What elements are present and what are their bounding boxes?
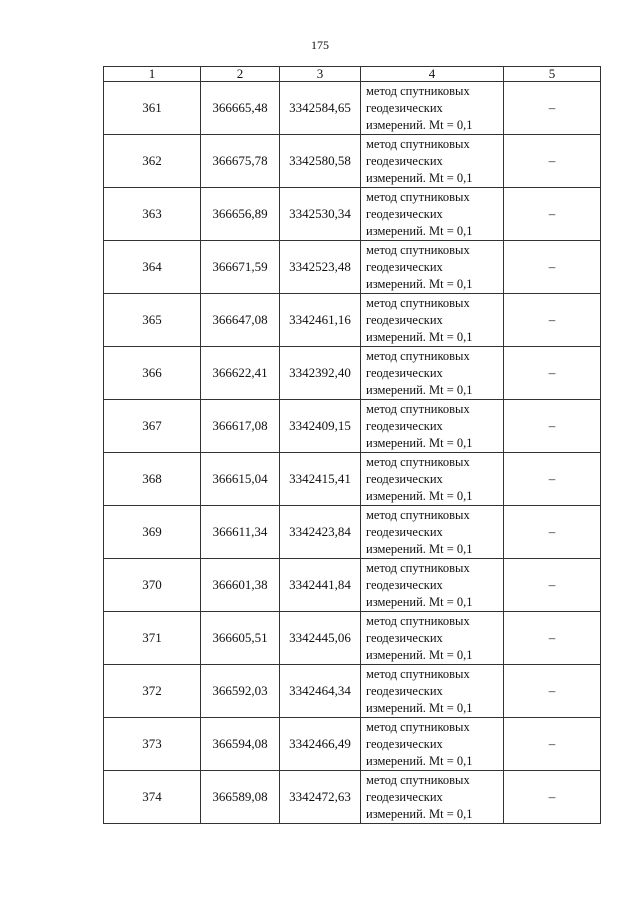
point-number: 362 — [104, 135, 201, 188]
coordinate-y: 3342523,48 — [280, 241, 361, 294]
table-body — [104, 82, 601, 824]
method-description — [361, 559, 504, 612]
error-description: – — [504, 665, 601, 718]
point-number: 369 — [104, 506, 201, 559]
method-line: измерений. Mt = 0,1 — [366, 594, 473, 609]
coordinate-y: 3342464,34 — [280, 665, 361, 718]
coordinate-x: 366675,78 — [201, 135, 280, 188]
method-line: геодезических — [366, 259, 443, 274]
method-line: метод спутниковых — [366, 83, 470, 98]
method-line: геодезических — [366, 153, 443, 168]
coordinate-y: 3342584,65 — [280, 82, 361, 135]
header-col-4: 4 — [361, 67, 504, 82]
table-row — [104, 665, 601, 718]
method-line: метод спутниковых — [366, 136, 470, 151]
method-description — [361, 82, 504, 135]
coordinates-table — [103, 66, 601, 824]
method-line: метод спутниковых — [366, 613, 470, 628]
coordinate-y: 3342472,63 — [280, 771, 361, 824]
point-number: 373 — [104, 718, 201, 771]
table-row — [104, 559, 601, 612]
method-line: геодезических — [366, 736, 443, 751]
coordinate-y: 3342530,34 — [280, 188, 361, 241]
method-description — [361, 612, 504, 665]
point-number: 372 — [104, 665, 201, 718]
method-description — [361, 400, 504, 453]
method-line: метод спутниковых — [366, 772, 470, 787]
error-description: – — [504, 400, 601, 453]
coordinate-y: 3342580,58 — [280, 135, 361, 188]
method-description — [361, 241, 504, 294]
method-line: метод спутниковых — [366, 189, 470, 204]
header-row — [104, 67, 601, 82]
coordinate-x: 366656,89 — [201, 188, 280, 241]
coordinate-x: 366611,34 — [201, 506, 280, 559]
coordinate-x: 366605,51 — [201, 612, 280, 665]
error-description: – — [504, 188, 601, 241]
table-header — [104, 67, 601, 82]
method-description — [361, 294, 504, 347]
error-description: – — [504, 241, 601, 294]
point-number: 368 — [104, 453, 201, 506]
method-line: геодезических — [366, 524, 443, 539]
coordinate-y: 3342441,84 — [280, 559, 361, 612]
error-description: – — [504, 506, 601, 559]
method-line: метод спутниковых — [366, 242, 470, 257]
point-number: 363 — [104, 188, 201, 241]
coordinate-x: 366671,59 — [201, 241, 280, 294]
error-description: – — [504, 612, 601, 665]
method-line: геодезических — [366, 471, 443, 486]
error-description: – — [504, 135, 601, 188]
method-line: метод спутниковых — [366, 295, 470, 310]
point-number: 361 — [104, 82, 201, 135]
table-row — [104, 241, 601, 294]
method-line: геодезических — [366, 418, 443, 433]
method-line: измерений. Mt = 0,1 — [366, 276, 473, 291]
method-line: измерений. Mt = 0,1 — [366, 329, 473, 344]
method-line: измерений. Mt = 0,1 — [366, 170, 473, 185]
method-line: метод спутниковых — [366, 666, 470, 681]
error-description: – — [504, 294, 601, 347]
method-line: метод спутниковых — [366, 560, 470, 575]
table-row — [104, 135, 601, 188]
method-line: измерений. Mt = 0,1 — [366, 541, 473, 556]
point-number: 374 — [104, 771, 201, 824]
method-line: измерений. Mt = 0,1 — [366, 488, 473, 503]
method-line: измерений. Mt = 0,1 — [366, 647, 473, 662]
table-row — [104, 188, 601, 241]
method-line: метод спутниковых — [366, 507, 470, 522]
table-row — [104, 400, 601, 453]
coordinate-x: 366592,03 — [201, 665, 280, 718]
method-line: измерений. Mt = 0,1 — [366, 753, 473, 768]
method-line: геодезических — [366, 365, 443, 380]
coordinate-y: 3342466,49 — [280, 718, 361, 771]
method-line: измерений. Mt = 0,1 — [366, 117, 473, 132]
method-line: геодезических — [366, 630, 443, 645]
coordinate-x: 366594,08 — [201, 718, 280, 771]
coordinate-y: 3342423,84 — [280, 506, 361, 559]
coordinate-y: 3342445,06 — [280, 612, 361, 665]
error-description: – — [504, 771, 601, 824]
table-row — [104, 82, 601, 135]
method-line: геодезических — [366, 206, 443, 221]
error-description: – — [504, 453, 601, 506]
point-number: 367 — [104, 400, 201, 453]
method-description — [361, 506, 504, 559]
coordinate-y: 3342392,40 — [280, 347, 361, 400]
method-line: геодезических — [366, 577, 443, 592]
coordinate-x: 366622,41 — [201, 347, 280, 400]
point-number: 366 — [104, 347, 201, 400]
table-row — [104, 612, 601, 665]
method-line: измерений. Mt = 0,1 — [366, 806, 473, 821]
error-description: – — [504, 718, 601, 771]
coordinate-x: 366665,48 — [201, 82, 280, 135]
table-row — [104, 453, 601, 506]
coordinate-x: 366647,08 — [201, 294, 280, 347]
coordinate-y: 3342461,16 — [280, 294, 361, 347]
method-description — [361, 771, 504, 824]
method-line: измерений. Mt = 0,1 — [366, 223, 473, 238]
method-line: метод спутниковых — [366, 454, 470, 469]
error-description: – — [504, 347, 601, 400]
table-row — [104, 294, 601, 347]
method-description — [361, 665, 504, 718]
table-row — [104, 718, 601, 771]
coordinate-y: 3342409,15 — [280, 400, 361, 453]
method-description — [361, 453, 504, 506]
point-number: 371 — [104, 612, 201, 665]
method-line: измерений. Mt = 0,1 — [366, 700, 473, 715]
method-line: геодезических — [366, 683, 443, 698]
method-description — [361, 347, 504, 400]
coordinate-x: 366601,38 — [201, 559, 280, 612]
method-line: метод спутниковых — [366, 348, 470, 363]
point-number: 364 — [104, 241, 201, 294]
method-line: измерений. Mt = 0,1 — [366, 435, 473, 450]
method-line: метод спутниковых — [366, 719, 470, 734]
coordinate-x: 366589,08 — [201, 771, 280, 824]
table-row — [104, 347, 601, 400]
coordinate-x: 366615,04 — [201, 453, 280, 506]
header-col-1: 1 — [104, 67, 201, 82]
method-line: геодезических — [366, 312, 443, 327]
point-number: 370 — [104, 559, 201, 612]
header-col-5: 5 — [504, 67, 601, 82]
header-col-2: 2 — [201, 67, 280, 82]
point-number: 365 — [104, 294, 201, 347]
method-description — [361, 718, 504, 771]
coordinate-y: 3342415,41 — [280, 453, 361, 506]
method-line: метод спутниковых — [366, 401, 470, 416]
method-line: геодезических — [366, 100, 443, 115]
method-description — [361, 135, 504, 188]
error-description: – — [504, 82, 601, 135]
table-row — [104, 506, 601, 559]
coordinate-x: 366617,08 — [201, 400, 280, 453]
method-description — [361, 188, 504, 241]
page-number: 175 — [311, 38, 329, 52]
method-line: измерений. Mt = 0,1 — [366, 382, 473, 397]
header-col-3: 3 — [280, 67, 361, 82]
method-line: геодезических — [366, 789, 443, 804]
table-row — [104, 771, 601, 824]
error-description: – — [504, 559, 601, 612]
